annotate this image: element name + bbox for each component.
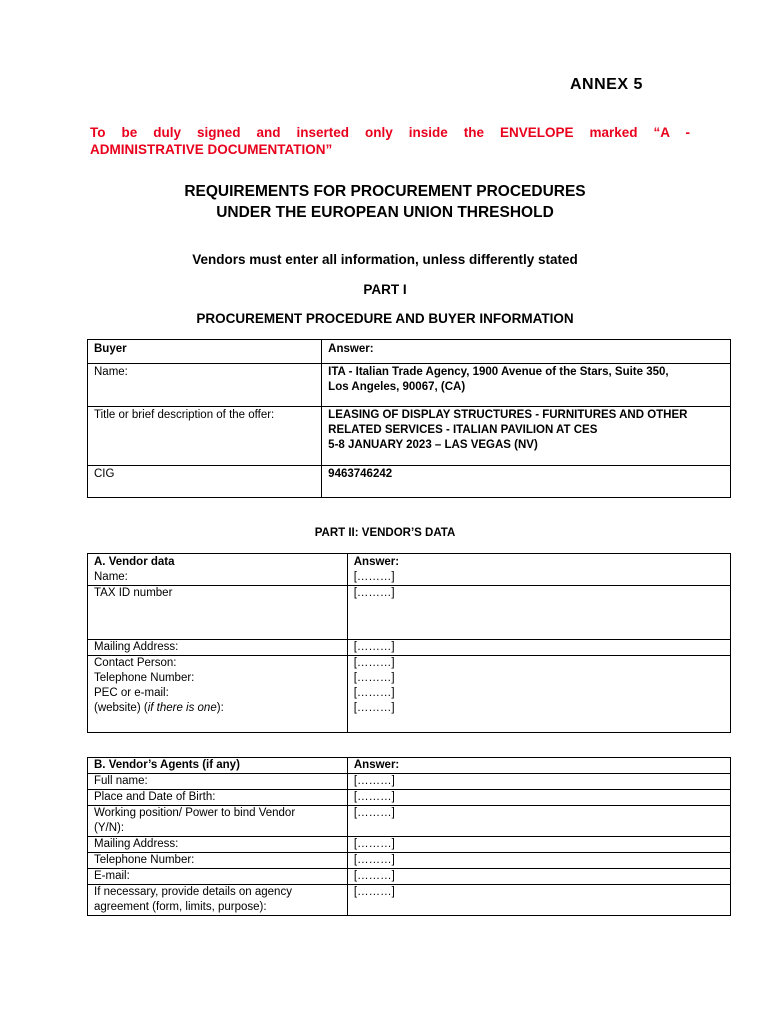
agent-telephone-label: Telephone Number: bbox=[94, 854, 195, 866]
vendor-telephone-field[interactable]: [………] bbox=[353, 672, 395, 684]
table-row bbox=[88, 554, 731, 586]
part-1-subtitle: PROCUREMENT PROCEDURE AND BUYER INFORMATION bbox=[196, 311, 574, 326]
table-row bbox=[88, 364, 731, 407]
buyer-name-value-line-1: ITA - Italian Trade Agency, 1900 Avenue of the Stars, Suite 350, bbox=[328, 366, 669, 378]
agent-mailing-label: Mailing Address: bbox=[94, 838, 179, 850]
agents-header: B. Vendor’s Agents (if any) bbox=[94, 759, 240, 771]
vendor-answer-header: Answer: bbox=[353, 556, 400, 568]
buyer-info-table bbox=[87, 339, 731, 498]
agent-position-label-line-2: (Y/N): bbox=[94, 822, 125, 834]
pec-email-label: PEC or e-mail: bbox=[94, 687, 169, 699]
title-line-2: UNDER THE EUROPEAN UNION THRESHOLD bbox=[216, 204, 554, 221]
agent-email-field[interactable]: [………] bbox=[353, 870, 395, 882]
contact-person-label: Contact Person: bbox=[94, 657, 177, 669]
vendor-telephone-label: Telephone Number: bbox=[94, 672, 195, 684]
website-label: (website) (if there is one): bbox=[94, 702, 224, 714]
agency-details-field[interactable]: [………] bbox=[353, 886, 395, 898]
tax-id-field[interactable]: [………] bbox=[353, 587, 395, 599]
agent-birth-field[interactable]: [………] bbox=[353, 791, 395, 803]
table-row bbox=[88, 853, 731, 869]
table-row bbox=[88, 806, 731, 837]
table-row bbox=[88, 869, 731, 885]
table-row bbox=[88, 790, 731, 806]
document-title bbox=[0, 181, 770, 223]
agent-position-label-line-1: Working position/ Power to bind Vendor bbox=[94, 807, 296, 819]
table-row bbox=[88, 758, 731, 774]
part-2-label: PART II: VENDOR’S DATA bbox=[314, 527, 456, 539]
agent-birth-label: Place and Date of Birth: bbox=[94, 791, 216, 803]
agent-mailing-field[interactable]: [………] bbox=[353, 838, 395, 850]
table-row bbox=[88, 885, 731, 916]
agent-fullname-label: Full name: bbox=[94, 775, 148, 787]
vendor-name-label: Name: bbox=[94, 571, 128, 583]
agents-answer-header: Answer: bbox=[353, 759, 400, 771]
offer-title-value-line-1: LEASING OF DISPLAY STRUCTURES - FURNITURES AND OTHER bbox=[328, 409, 688, 421]
vendor-mailing-label: Mailing Address: bbox=[94, 641, 179, 653]
notice-line-1: To be duly signed and inserted only inside the ENVELOPE marked “A - bbox=[90, 125, 690, 140]
offer-title-value-line-3: 5-8 JANUARY 2023 – LAS VEGAS (NV) bbox=[328, 439, 538, 451]
agent-fullname-field[interactable]: [………] bbox=[353, 775, 395, 787]
table-row bbox=[88, 466, 731, 498]
agency-details-label-line-1: If necessary, provide details on agency bbox=[94, 886, 292, 898]
vendor-name-field[interactable]: [………] bbox=[353, 571, 395, 583]
offer-title-label: Title or brief description of the offer: bbox=[94, 409, 275, 421]
table-row bbox=[88, 586, 731, 640]
table-row bbox=[88, 656, 731, 733]
pec-email-field[interactable]: [………] bbox=[353, 687, 395, 699]
title-line-1: REQUIREMENTS FOR PROCUREMENT PROCEDURES bbox=[184, 183, 586, 200]
cig-value: 9463746242 bbox=[328, 468, 393, 480]
agency-details-label-line-2: agreement (form, limits, purpose): bbox=[94, 901, 267, 913]
table-row bbox=[88, 640, 731, 656]
vendor-agents-table bbox=[87, 757, 731, 916]
agent-email-label: E-mail: bbox=[94, 870, 130, 882]
part-1-label: PART I bbox=[363, 282, 407, 297]
buyer-name-value-line-2: Los Angeles, 90067, (CA) bbox=[328, 381, 466, 393]
table-row bbox=[88, 340, 731, 364]
answer-header: Answer: bbox=[328, 343, 374, 355]
table-row bbox=[88, 837, 731, 853]
vendor-mailing-field[interactable]: [………] bbox=[353, 641, 395, 653]
envelope-notice bbox=[90, 124, 690, 158]
table-row bbox=[88, 407, 731, 466]
cig-label: CIG bbox=[94, 468, 115, 480]
buyer-name-label: Name: bbox=[94, 366, 128, 378]
annex-label: ANNEX 5 bbox=[570, 76, 643, 93]
vendor-data-header: A. Vendor data bbox=[94, 556, 175, 568]
vendor-data-table bbox=[87, 553, 731, 733]
agent-position-field[interactable]: [………] bbox=[353, 807, 395, 819]
table-row bbox=[88, 774, 731, 790]
contact-person-field[interactable]: [………] bbox=[353, 657, 395, 669]
agent-telephone-field[interactable]: [………] bbox=[353, 854, 395, 866]
notice-line-2: ADMINISTRATIVE DOCUMENTATION” bbox=[90, 142, 333, 157]
buyer-header: Buyer bbox=[94, 343, 127, 355]
instructions: Vendors must enter all information, unless differently stated bbox=[192, 252, 578, 267]
website-field[interactable]: [………] bbox=[353, 702, 395, 714]
offer-title-value-line-2: RELATED SERVICES - ITALIAN PAVILION AT CES bbox=[328, 424, 598, 436]
tax-id-label: TAX ID number bbox=[94, 587, 173, 599]
